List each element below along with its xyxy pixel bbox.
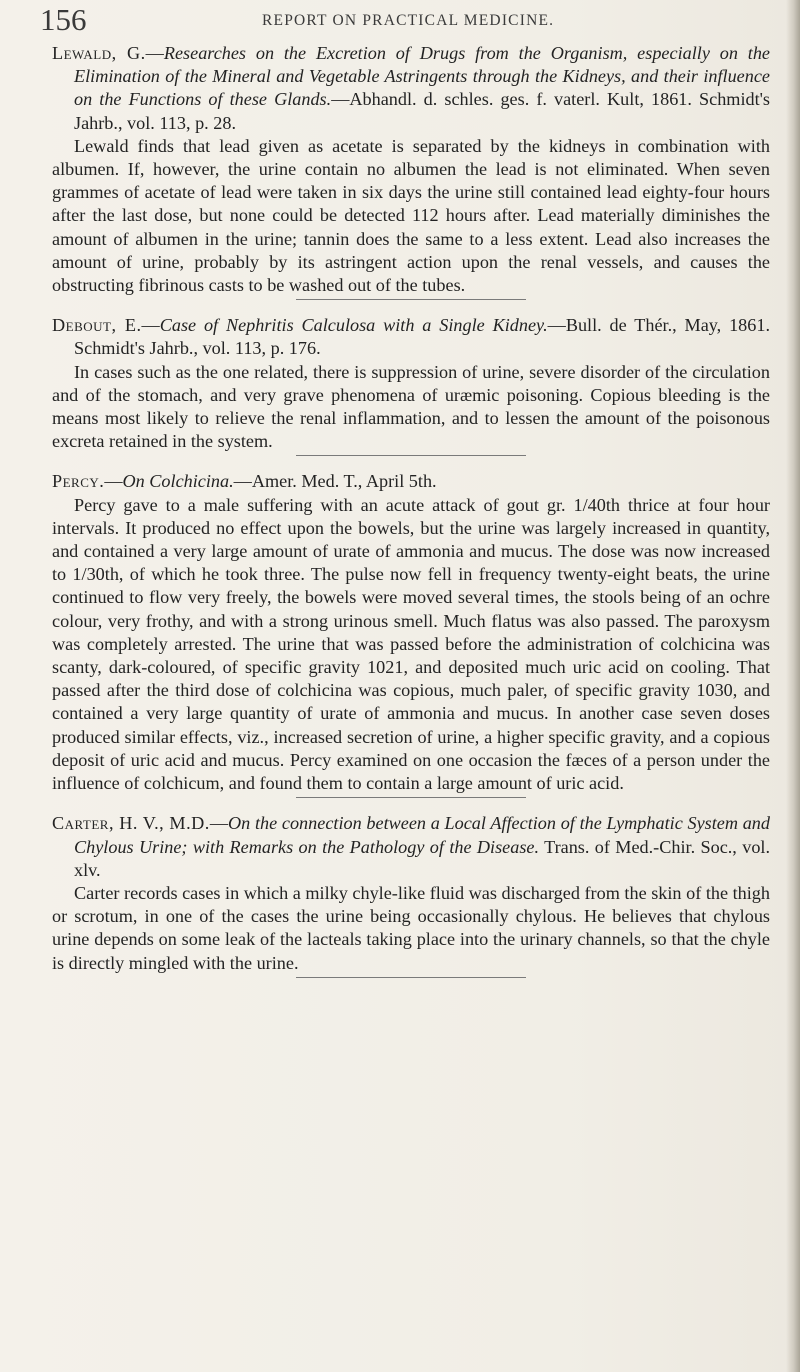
page-number: 156 — [40, 2, 87, 37]
page-body — [52, 42, 770, 992]
entry-citation: Percy.—On Colchicina.—Amer. Med. T., April 5th. — [52, 471, 437, 492]
running-head: REPORT ON PRACTICAL MEDICINE. — [262, 12, 555, 29]
entry-lewald — [52, 42, 770, 300]
entry-author: Lewald, G. — [52, 43, 146, 63]
entry-title: On the connection between a Local Affection of the Lymphatic System and Chylous Urine; with Remarks on the Pathology of the Disease. — [74, 813, 770, 857]
entry-author: Debout, E. — [52, 315, 142, 336]
entry-title: Researches on the Excretion of Drugs from the Organism, especially on the Elimination of the Mineral and Vegetable Astringents through the Kidneys, and their influence on the Functions of these Glands. — [74, 43, 770, 110]
page-edge-shadow — [786, 0, 800, 1372]
section-divider — [296, 299, 526, 300]
entry-author: Percy. — [52, 471, 105, 492]
entry-body: Lewald finds that lead given as acetate is separated by the kidneys in combination with albumen. If, however, the urine contain no albumen the lead is not eliminated. When seven grammes of acetate of lead were taken in six days the urine still contained lead eighty-four hours after the last dose, but none could be detected 112 hours after. Lead materially diminishes the amount of albumen in the urine; tannin does the same to a less extent. Lead also increases the amount of urine, probably by its astringent action upon the renal vessels, and causes the obstructing fibrinous casts to be washed out of the tubes. — [52, 135, 770, 296]
entry-source: Abhandl. d. schles. ges. f. vaterl. Kult, 1861. Schmidt's Jahrb., vol. 113, p. 28. — [74, 89, 770, 133]
entry-citation: Carter, H. V., M.D.—On the connection between a Local Affection of the Lymphatic System and Chylous Urine; with Remarks on the Pathology of the Disease. Trans. of Med.-Chir. Soc., vol. xlv. — [52, 813, 771, 880]
entry-body: Percy gave to a male suffering with an acute attack of gout gr. 1/40th thrice at four hour intervals. It produced no effect upon the bowels, but the urine was largely increased in quantity, and contained a very large amount of urate of ammonia and mucus. The dose was now increased to 1/30th, of which he took three. The pulse now fell in frequency twenty-eight beats, the urine continued to flow very freely, the bowels were moved several times, the stools being of an ochre colour, very frothy, and with a strong urinous smell. Much flatus was also passed. The paroxysm was completely arrested. The urine that was passed before the administration of colchicina was scanty, dark-coloured, of specific gravity 1021, and deposited much uric acid on cooling. That passed after the third dose of colchicina was copious, much paler, of specific gravity 1030, and contained a very large quantity of urate of ammonia and mucus. In another case seven doses produced similar effects, viz., increased secretion of urine, a higher specific gravity, and a copious deposit of uric acid and mucus. Percy examined on one occasion the fæces of a person under the influence of colchicum, and found them to contain a large amount of uric acid. — [52, 494, 770, 794]
section-divider — [296, 455, 526, 456]
entry-citation: Debout, E.—Case of Nephritis Calculosa with a Single Kidney.—Bull. de Thér., May, 1861. Schmidt's Jahrb., vol. 113, p. 176. — [52, 315, 771, 359]
entry-carter — [52, 812, 770, 977]
entry-author: Carter, H. V., M.D. — [52, 813, 210, 834]
section-divider — [296, 977, 526, 978]
entry-title: On Colchicina. — [122, 471, 234, 492]
entry-citation: Lewald, G.—Researches on the Excretion of Drugs from the Organism, especially on the Elimination of the Mineral and Vegetable Astringents through the Kidneys, and their influence on the Functions of these Glands.—Abhandl. d. schles. ges. f. vaterl. Kult, 1861. Schmidt's Jahrb., vol. 113, p. 28. — [52, 43, 770, 133]
entry-body: Carter records cases in which a milky chyle-like fluid was discharged from the skin of the thigh or scrotum, in one of the cases the urine being occasionally chylous. He believes that chylous urine depends on some leak of the lacteals taking place into the urinary channels, so that the chyle is directly mingled with the urine. — [52, 882, 770, 973]
entry-body: In cases such as the one related, there is suppression of urine, severe disorder of the circulation and of the stomach, and very grave phenomena of uræmic poisoning. Copious bleeding is the means most likely to relieve the renal inflammation, and to lessen the amount of the poisonous excreta retained in the system. — [52, 361, 770, 452]
entry-percy — [52, 470, 770, 798]
entry-source: Amer. Med. T., April 5th. — [251, 471, 437, 492]
entry-source: Bull. de Thér., May, 1861. Schmidt's Jahrb., vol. 113, p. 176. — [74, 315, 771, 359]
entry-source: Trans. of Med.-Chir. Soc., vol. xlv. — [74, 836, 771, 880]
entry-debout — [52, 314, 770, 456]
entry-title: Case of Nephritis Calculosa with a Single Kidney. — [159, 315, 548, 336]
section-divider — [296, 797, 526, 798]
